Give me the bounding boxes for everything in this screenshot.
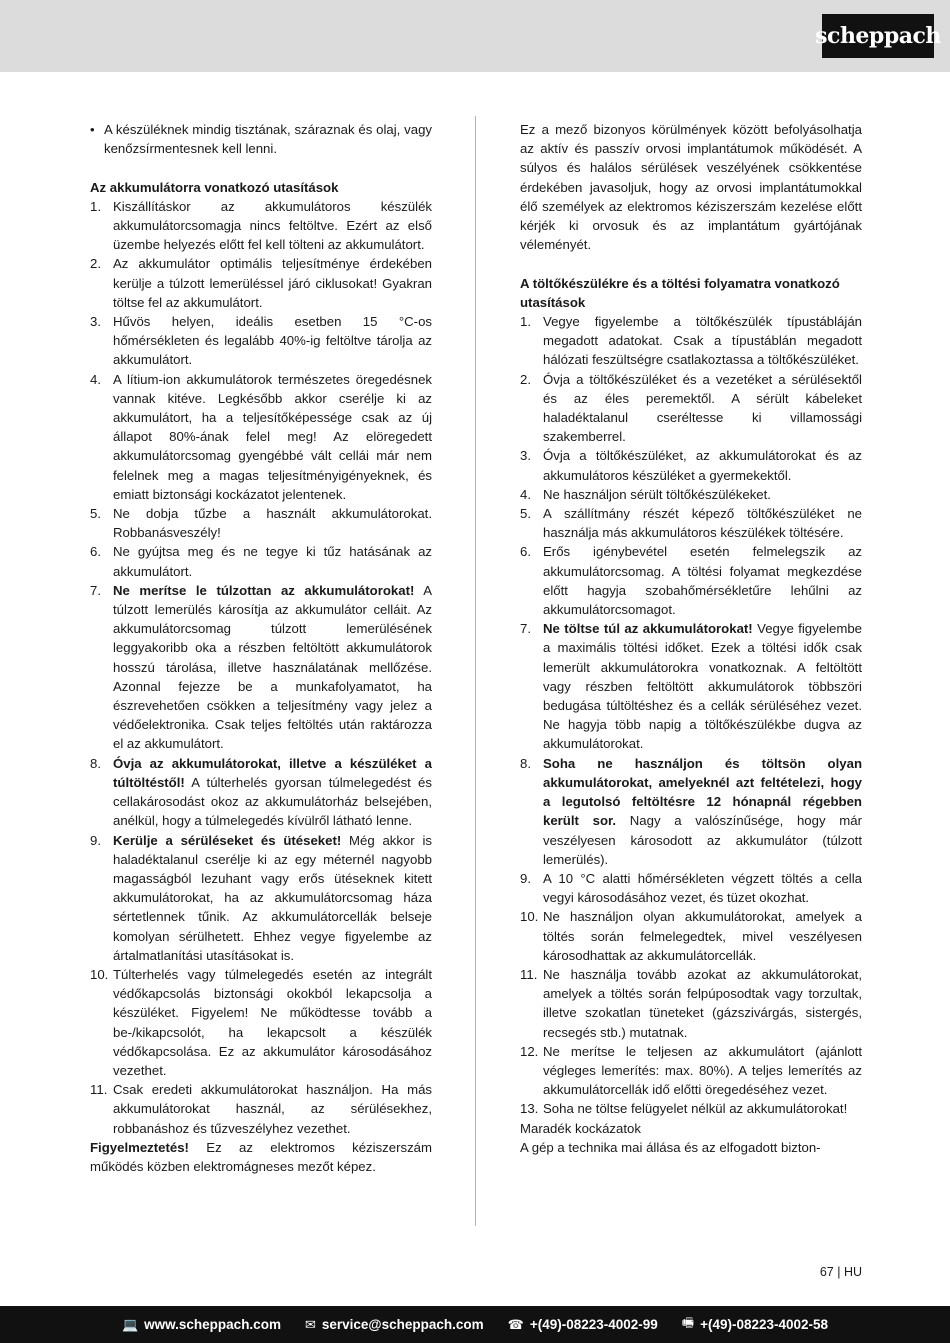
item-number: 8. (520, 755, 531, 771)
item-text: Ne használjon olyan akkumulátorokat, amelyek a töltés során felmelegedtek, mivel veszélyesen károsodhattak az akkumulátorcellák. (543, 909, 862, 963)
item-number: 5. (90, 506, 101, 522)
item-text: Ne merítse le teljesen az akkumulátort (ajánlott végleges lemerítés: max. 80%). A teljes lemerítés az akkumulátorcellák idő előtti öregedéséhez vezet. (543, 1043, 862, 1098)
battery-heading: Az akkumulátorra vonatkozó utasítások (90, 179, 339, 195)
item-number: 4. (520, 486, 531, 502)
list-item (520, 869, 862, 907)
item-text: Soha ne töltse felügyelet nélkül az akkumulátorokat! (543, 1101, 848, 1117)
item-number: 9. (520, 870, 531, 886)
item-number: 11. (90, 1082, 108, 1098)
list-item (520, 312, 862, 370)
item-number: 2. (520, 371, 531, 387)
list-item (90, 370, 432, 504)
charger-instructions-list (520, 312, 862, 1119)
list-item (90, 965, 432, 1080)
emf-continuation: Ez a mező bizonyos körülmények között befolyásolhatja az aktív és passzív orvosi implantátumok működését. A súlyos és halálos sérülések veszélyének csökkentése érdekében javasoljuk, hogy az orvosi implantátumokkal élő személyek az elektromos kéziszerszám kezelése előtt kérjék ki orvosuk és az implantátum gyártójának véleményét. (520, 122, 862, 253)
list-item (520, 542, 862, 619)
item-number: 6. (90, 544, 101, 560)
item-number: 11. (520, 966, 538, 982)
computer-icon: 💻 (121, 1316, 139, 1332)
item-number: 3. (90, 314, 101, 330)
list-item (520, 504, 862, 542)
list-item (520, 485, 862, 504)
fax-icon: 🖷 (681, 1314, 695, 1330)
item-text: Hűvös helyen, ideális esetben 15 °C-os hőmérsékleten és legalább 40%-ig feltöltve tárolja az akkumulátort. (113, 314, 432, 368)
item-text: Ne használjon sérült töltőkészülékeket. (543, 486, 771, 502)
residual-risks-title: Maradék kockázatok (520, 1120, 641, 1136)
item-bold-text: Ne töltse túl az akkumulátorokat! (543, 621, 753, 637)
mail-icon: ✉ (304, 1316, 316, 1332)
list-item (520, 965, 862, 1042)
item-text: Erős igénybevétel esetén felmelegszik az akkumulátorcsomag. A töltési folyamat megkezdése előtt hagyja szobahőmérsékletűre lehűlni az akkumulátorcsomagot. (543, 544, 862, 618)
item-text: Csak eredeti akkumulátorokat használjon. Ha más akkumulátorokat használ, az sérülésekhez, robbanáshoz és tűzveszélyhez vezethet. (113, 1082, 432, 1136)
item-bold-text: Soha ne használjon és töltsön olyan akkumulátorokat, amelyeknél azt feltételezi, hogy a legutolsó feltöltésre 12 hónapnál régebben került sor. (543, 755, 862, 829)
item-text: A lítium-ion akkumulátorok természetes öregedésnek vannak kitéve. Legkésőbb akkor cserélje ki az akkumulátort, ha a teljesítőképessége csak az új állapot 80%-ának felel meg! Az elöregedett akkumulátorcsomag gyengébbé vált cellái már nem felelnek meg a magas teljesítményigényeknek, és emiatt biztonsági kockázatot jelentenek. (113, 371, 432, 502)
list-item (520, 619, 862, 753)
item-number: 13. (520, 1101, 539, 1117)
item-text: Ne használja tovább azokat az akkumulátorokat, amelyek a töltés során felpúposodtak vagy torzultak, illetve szokatlan tüneteket (gázszivárgás, sistergés, recsegés stb.) mutatnak. (543, 966, 862, 1040)
item-number: 7. (90, 582, 101, 598)
item-bold-text: Ne merítse le túlzottan az akkumulátorokat! (113, 582, 415, 598)
item-text: Óvja a töltőkészüléket és a vezetéket a sérülésektől és az éles peremektől. A sérült kábeleket haladéktalanul cseréltesse ki villamossági szakemberrel. (543, 371, 862, 445)
footer-website[interactable] (122, 1317, 281, 1333)
item-text: Az akkumulátor optimális teljesítménye érdekében kerülje a túlzott lemerüléssel járó ciklusokat! Gyakran töltse fel az akkumulátort. (113, 256, 432, 310)
list-item (520, 1099, 862, 1118)
left-column (90, 120, 432, 1176)
item-number: 1. (520, 314, 531, 330)
phone-text: +(49)-08223-4002-99 (529, 1317, 658, 1332)
item-number: 9. (90, 832, 101, 848)
fax-text: +(49)-08223-4002-58 (700, 1317, 829, 1332)
footer-fax (682, 1314, 828, 1336)
warning-paragraph (90, 1138, 432, 1176)
item-number: 2. (90, 256, 101, 272)
item-number: 10. (520, 909, 539, 925)
list-item (90, 581, 432, 754)
item-number: 6. (520, 544, 531, 560)
page-number: 67 | HU (819, 1265, 862, 1279)
footer-email[interactable] (305, 1317, 484, 1333)
warning-text: Ez az elektromos kéziszerszám működés közben elektromágneses mezőt képez. (90, 1139, 432, 1174)
charger-heading: A töltőkészülékre és a töltési folyamatra vonatkozó utasítások (520, 275, 840, 310)
column-divider (475, 116, 476, 1226)
item-number: 3. (520, 448, 531, 464)
item-number: 10. (90, 966, 109, 982)
email-text: service@scheppach.com (321, 1317, 484, 1332)
item-text: A 10 °C alatti hőmérsékleten végzett töltés a cella vegyi károsodásához vezet, és tüzet okozhat. (543, 870, 862, 906)
warning-label: Figyelmeztetés! (90, 1139, 189, 1155)
footer-phone[interactable] (508, 1317, 658, 1333)
item-text: Nagy a valószínűsége, hogy már veszélyesen károsodott az akkumulátor (túlzott lemerülés). (543, 813, 862, 867)
item-text: A túlterhelés gyorsan túlmelegedést és cellakárosodást okoz az akkumulátorház belsejében, anélkül, hogy a túlmelegedés kívülről látható lenne. (113, 774, 432, 829)
item-text: Ne dobja tűzbe a használt akkumulátorokat. Robbanásveszély! (113, 506, 432, 541)
list-item (90, 312, 432, 370)
list-item (520, 370, 862, 447)
website-text: www.scheppach.com (144, 1317, 281, 1332)
list-item (90, 197, 432, 255)
item-number: 8. (90, 755, 101, 771)
list-item (90, 831, 432, 965)
list-item (90, 254, 432, 312)
header-bar (0, 0, 950, 72)
item-text: Még akkor is haladéktalanul cserélje ki az egy méternél nagyobb magasságból lezuhant vagy erős ütéseknek kitett akkumulátorokat, ha az akkumulátorcsomag háza sértetlennek tűnik. Az akkumulátorcellák belseje komolyan sérülhetett. Ehhez vegye figyelembe az ártalmatlanítási utasításokat is. (113, 832, 432, 963)
item-text: A szállítmány részét képező töltőkészüléket ne használja más akkumulátoros készülékek töltésére. (543, 506, 862, 541)
footer-bar (0, 1306, 950, 1343)
item-number: 5. (520, 506, 531, 522)
scheppach-logo: scheppach (822, 14, 934, 58)
item-bold-text: Óvja az akkumulátorokat, illetve a készüléket a túltöltéstől! (113, 755, 432, 790)
item-text: Vegye figyelembe a maximális töltési időket. Ezek a töltési idők csak lemerült akkumulátorokra vonatkoznak. A feltöltött vagy részben feltöltött akkumulátorok többszöri bedugása túltöltéshez és a cellák sérüléséhez vezet. Ne hagyja több napig a töltőkészülékbe dugva az akkumulátorokat. (543, 621, 862, 752)
item-number: 4. (90, 371, 101, 387)
list-item (520, 754, 862, 869)
item-number: 12. (520, 1043, 539, 1059)
list-item (90, 754, 432, 831)
item-text: Vegye figyelembe a töltőkészülék típustábláján megadott adatokat. Csak a típustáblán megadott hálózati feszültségre csatlakoztassa a töltőkészüléket. (543, 314, 862, 368)
item-number: 7. (520, 621, 531, 637)
list-item (90, 1080, 432, 1138)
item-text: Óvja a töltőkészüléket, az akkumulátorokat és az akkumulátoros készüléket a gyermekektől. (543, 448, 862, 483)
list-item (90, 542, 432, 580)
item-text: Kiszállításkor az akkumulátoros készülék akkumulátorcsomagja nincs feltöltve. Ezért az első üzembe helyezés előtt fel kell tölteni az akkumulátort. (113, 198, 432, 253)
residual-risks-text: A gép a technika mai állása és az elfogadott bizton- (520, 1139, 821, 1155)
intro-bullet: • A készüléknek mindig tisztának, száraznak és olaj, vagy kenőzsírmentesnek kell lenni. (90, 120, 432, 158)
list-item (520, 446, 862, 484)
phone-icon: ☎ (507, 1316, 524, 1332)
item-number: 1. (90, 198, 101, 214)
item-text: A túlzott lemerülés károsítja az akkumulátor celláit. Az akkumulátorcsomag túlzott lemerülésének leggyakoribb oka a részben feltöltött akkumulátorok hosszú tárolása, illetve használatának mellőzése. Azonnal fejezze be a munkafolyamatot, ha észrevehetően csökken a teljesítmény vagy jelez a védőelektronika. Csak teljes feltöltés után raktározza el az akkumulátort. (113, 582, 432, 752)
right-column (520, 120, 862, 1157)
item-text: Túlterhelés vagy túlmelegedés esetén az integrált védőkapcsolás biztonsági okokból lekapcsolja a készüléket. Figyelem! Ne működtesse tovább a be-/kikapcsolót, ha lekapcsolt a készülék védőkapcsolása. Ez az akkumulátor károsodásához vezethet. (113, 966, 432, 1078)
list-item (520, 907, 862, 965)
list-item (90, 504, 432, 542)
item-text: Ne gyújtsa meg és ne tegye ki tűz hatásának az akkumulátort. (113, 544, 432, 579)
item-bold-text: Kerülje a sérüléseket és ütéseket! (113, 832, 342, 848)
list-item (520, 1042, 862, 1100)
battery-instructions-list (90, 197, 432, 1138)
